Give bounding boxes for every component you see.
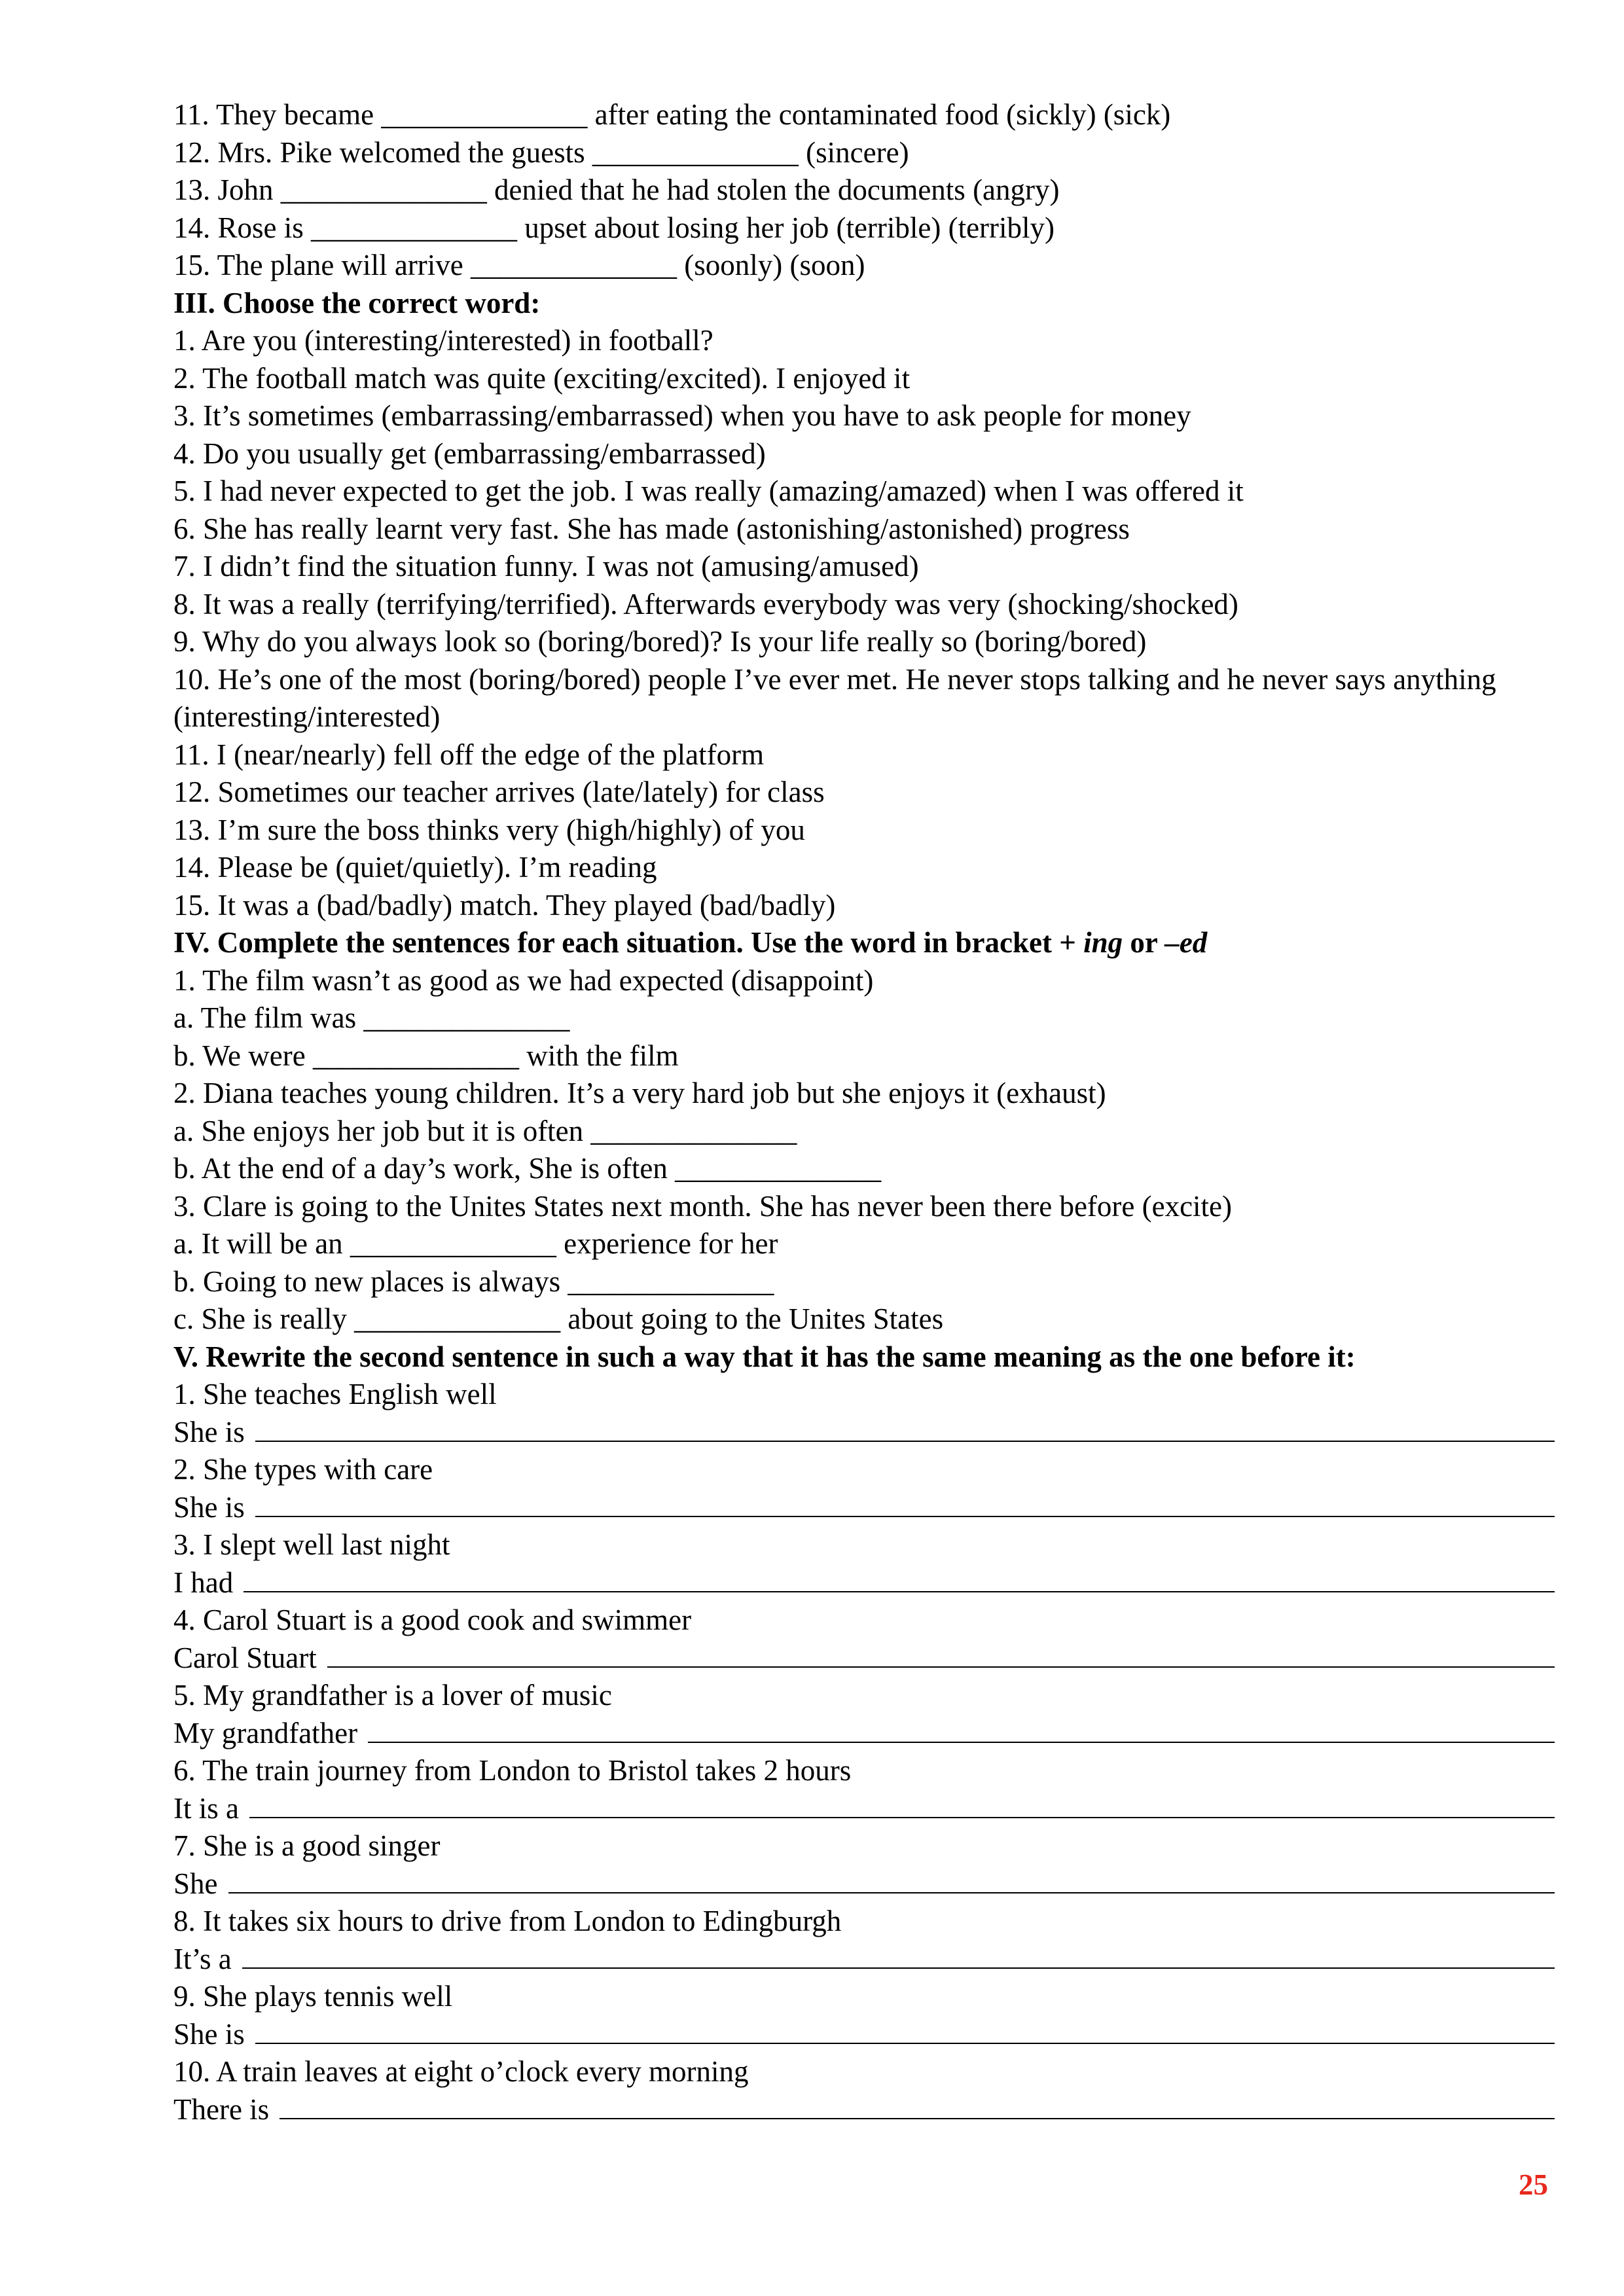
section-heading [173, 924, 1555, 962]
rewrite-answer [173, 1564, 1555, 1602]
answer-blank[interactable] [242, 1943, 1555, 1969]
exercise-item: b. Going to new places is always ______________ [173, 1265, 774, 1298]
exercise-item: 4. Do you usually get (embarrassing/embarrassed) [173, 437, 766, 470]
section-4 [173, 924, 1555, 1338]
answer-blank[interactable] [249, 1792, 1555, 1818]
exercise-item: b. We were ______________ with the film [173, 1039, 679, 1072]
answer-blank[interactable] [244, 1566, 1555, 1592]
rewrite-prompt: 7. She is a good singer [173, 1829, 441, 1862]
answer-start: She is [173, 1415, 245, 1448]
rewrite-answer [173, 1941, 1555, 1979]
rewrite-answer [173, 1640, 1555, 1677]
exercise-item: 11. They became ______________ after eating the contaminated food (sickly) (sick) [173, 98, 1171, 131]
rewrite-answer [173, 1790, 1555, 1828]
rewrite-prompt: 8. It takes six hours to drive from London to Edingburgh [173, 1905, 842, 1937]
page-number: 25 [1519, 2168, 1548, 2201]
answer-start: She is [173, 1490, 245, 1524]
rewrite-prompt: 4. Carol Stuart is a good cook and swimmer [173, 1604, 692, 1636]
exercise-item: 2. Diana teaches young children. It’s a very hard job but she enjoys it (exhaust) [173, 1077, 1106, 1109]
rewrite-prompt: 2. She types with care [173, 1453, 433, 1486]
heading-ed: –ed [1164, 926, 1208, 959]
exercise-item: 1. The film wasn’t as good as we had expected (disappoint) [173, 963, 874, 997]
exercise-item: 2. The football match was quite (exciting/excited). I enjoyed it [173, 361, 911, 395]
answer-blank[interactable] [255, 1416, 1555, 1442]
answer-start: It is a [173, 1791, 239, 1825]
rewrite-prompt: 3. I slept well last night [173, 1528, 450, 1561]
answer-blank[interactable] [228, 1867, 1555, 1893]
exercise-item: 10. He’s one of the most (boring/bored) people I’ve ever met. He never stops talking and he never says anything (interesting/interested) [173, 662, 1496, 733]
rewrite-answer [173, 1414, 1555, 1452]
answer-start: She [173, 1867, 218, 1900]
heading-text: IV. Complete the sentences for each situation. Use the word in bracket + [173, 926, 1084, 959]
heading-ing: ing [1083, 926, 1123, 959]
rewrite-prompt: 5. My grandfather is a lover of music [173, 1679, 612, 1712]
exercise-item: 1. Are you (interesting/interested) in football? [173, 324, 713, 357]
exercise-item: a. The film was ______________ [173, 1001, 570, 1034]
rewrite-prompt: 10. A train leaves at eight o’clock every morning [173, 2055, 749, 2088]
rewrite-prompt: 9. She plays tennis well [173, 1980, 453, 2013]
section-3 [173, 285, 1555, 925]
section-2-continued [173, 96, 1555, 285]
answer-blank[interactable] [255, 2018, 1555, 2044]
exercise-item: 13. John ______________ denied that he had stolen the documents (angry) [173, 173, 1060, 206]
section-5 [173, 1338, 1555, 2129]
heading-or: or [1123, 926, 1165, 959]
answer-blank[interactable] [368, 1717, 1555, 1743]
exercise-item: 11. I (near/nearly) fell off the edge of the platform [173, 738, 765, 771]
section-heading: V. Rewrite the second sentence in such a way that it has the same meaning as the one before it: [173, 1340, 1356, 1373]
exercise-item: a. She enjoys her job but it is often ______________ [173, 1114, 797, 1147]
exercise-item: 7. I didn’t find the situation funny. I was not (amusing/amused) [173, 550, 919, 583]
answer-blank[interactable] [255, 1491, 1555, 1517]
rewrite-answer [173, 1489, 1555, 1527]
exercise-item: a. It will be an ______________ experience for her [173, 1227, 778, 1260]
answer-start: She is [173, 2017, 245, 2051]
exercise-item: 3. It’s sometimes (embarrassing/embarrassed) when you have to ask people for money [173, 399, 1191, 432]
answer-start: My grandfather [173, 1716, 358, 1749]
answer-blank[interactable] [280, 2093, 1555, 2119]
rewrite-answer [173, 2016, 1555, 2054]
exercise-item: 9. Why do you always look so (boring/bored)? Is your life really so (boring/bored) [173, 625, 1147, 658]
answer-start: Carol Stuart [173, 1641, 317, 1674]
answer-start: I had [173, 1566, 234, 1599]
rewrite-prompt: 6. The train journey from London to Bristol takes 2 hours [173, 1754, 852, 1787]
exercise-item: 12. Mrs. Pike welcomed the guests ______________ (sincere) [173, 135, 909, 169]
section-heading: III. Choose the correct word: [173, 286, 541, 319]
exercise-item: 6. She has really learnt very fast. She has made (astonishing/astonished) progress [173, 512, 1130, 545]
rewrite-answer [173, 1715, 1555, 1753]
exercise-item: 14. Rose is ______________ upset about losing her job (terrible) (terribly) [173, 211, 1055, 244]
worksheet-body [173, 96, 1555, 2128]
answer-blank[interactable] [327, 1641, 1555, 1668]
exercise-item: 8. It was a really (terrifying/terrified). Afterwards everybody was very (shocking/shocked) [173, 587, 1238, 620]
rewrite-prompt: 1. She teaches English well [173, 1378, 497, 1410]
rewrite-answer [173, 2091, 1555, 2129]
exercise-item: 3. Clare is going to the Unites States next month. She has never been there before (excite) [173, 1189, 1233, 1223]
rewrite-answer [173, 1865, 1555, 1903]
answer-start: It’s a [173, 1942, 232, 1975]
exercise-item: 5. I had never expected to get the job. I was really (amazing/amazed) when I was offered it [173, 475, 1244, 507]
exercise-item: 12. Sometimes our teacher arrives (late/lately) for class [173, 776, 825, 808]
exercise-item: 15. The plane will arrive ______________ (soonly) (soon) [173, 249, 865, 281]
exercise-item: 15. It was a (bad/badly) match. They played (bad/badly) [173, 888, 836, 922]
answer-start: There is [173, 2092, 270, 2126]
exercise-item: 13. I’m sure the boss thinks very (high/highly) of you [173, 813, 805, 846]
exercise-item: c. She is really ______________ about going to the Unites States [173, 1302, 944, 1335]
exercise-item: b. At the end of a day’s work, She is often ______________ [173, 1152, 882, 1185]
exercise-item: 14. Please be (quiet/quietly). I’m reading [173, 851, 657, 884]
